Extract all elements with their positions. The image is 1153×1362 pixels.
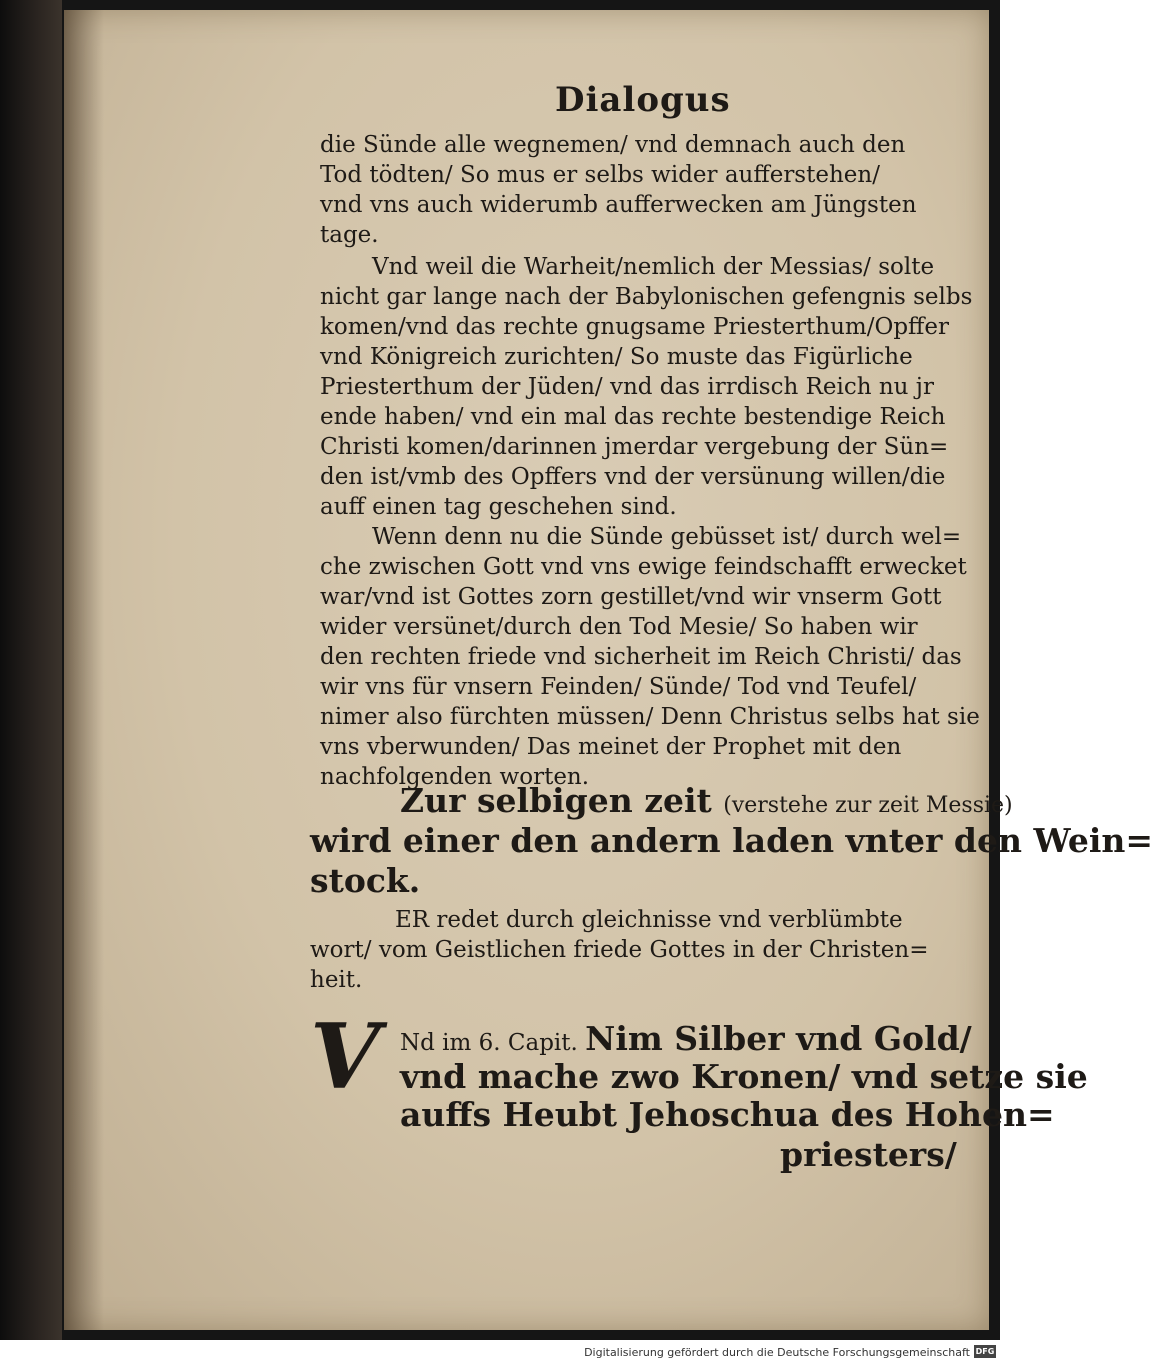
commentary-line: ER redet durch gleichnisse vnd verblümbte: [395, 907, 903, 933]
text-line: den ist/vmb des Opffers vnd der versünung willen/die: [320, 464, 946, 490]
verse-text: Zur selbigen zeit: [400, 781, 712, 820]
running-header: Dialogus: [555, 80, 731, 120]
text-line: wir vns für vnsern Feinden/ Sünde/ Tod vnd Teufel/: [320, 674, 917, 700]
text-line: Tod tödten/ So mus er selbs wider aufferstehen/: [320, 162, 880, 188]
funding-credit: Digitalisierung gefördert durch die Deutsche Forschungsgemeinschaft: [584, 1346, 970, 1359]
text-line: Wenn denn nu die Sünde gebüsset ist/ durch wel=: [372, 524, 962, 550]
chapter-reference: Nd im 6. Capit.: [400, 1030, 578, 1056]
commentary-line: wort/ vom Geistlichen friede Gottes in der Christen=: [310, 937, 929, 963]
text-line: Vnd weil die Warheit/nemlich der Messias/ solte: [372, 254, 935, 280]
verse-line: [400, 782, 1013, 825]
verse-line: priesters/: [780, 1135, 957, 1174]
book-edge: [0, 0, 62, 1340]
verse-gloss: (verstehe zur zeit Messie): [723, 793, 1013, 818]
chapter-line: [400, 1020, 972, 1058]
dfg-logo: DFG: [975, 1347, 995, 1356]
text-line: vns vberwunden/ Das meinet der Prophet mit den: [320, 734, 902, 760]
text-line: vnd Königreich zurichten/ So muste das Figürliche: [320, 344, 913, 370]
verse-line: wird einer den andern laden vnter den Wein=: [310, 821, 1153, 860]
drop-capital: V: [310, 1004, 380, 1110]
text-line: vnd vns auch widerumb aufferwecken am Jüngsten: [320, 192, 917, 218]
text-line: tage.: [320, 222, 379, 248]
text-line: war/vnd ist Gottes zorn gestillet/vnd wir vnserm Gott: [320, 584, 942, 610]
verse-line: stock.: [310, 861, 421, 900]
verse-line: auffs Heubt Jehoschua des Hohen=: [400, 1095, 1055, 1134]
text-line: nachfolgenden worten.: [320, 764, 590, 790]
text-line: Christi komen/darinnen jmerdar vergebung der Sün=: [320, 434, 949, 460]
commentary-line: heit.: [310, 967, 363, 993]
text-line: Priesterthum der Jüden/ vnd das irrdisch Reich nu jr: [320, 374, 934, 400]
text-line: nicht gar lange nach der Babylonischen gefengnis selbs: [320, 284, 973, 310]
verse-text: Nim Silber vnd Gold/: [585, 1019, 972, 1058]
text-line: auff einen tag geschehen sind.: [320, 494, 677, 520]
page-gutter-shadow: [64, 10, 104, 1330]
text-line: ende haben/ vnd ein mal das rechte bestendige Reich: [320, 404, 946, 430]
text-line: che zwischen Gott vnd vns ewige feindschafft erwecket: [320, 554, 967, 580]
text-line: nimer also fürchten müssen/ Denn Christus selbs hat sie: [320, 704, 980, 730]
verse-line: vnd mache zwo Kronen/ vnd setze sie: [400, 1057, 1088, 1096]
text-line: komen/vnd das rechte gnugsame Priesterthum/Opffer: [320, 314, 949, 340]
text-line: die Sünde alle wegnemen/ vnd demnach auch den: [320, 132, 906, 158]
text-line: den rechten friede vnd sicherheit im Reich Christi/ das: [320, 644, 962, 670]
text-line: wider versünet/durch den Tod Mesie/ So haben wir: [320, 614, 918, 640]
